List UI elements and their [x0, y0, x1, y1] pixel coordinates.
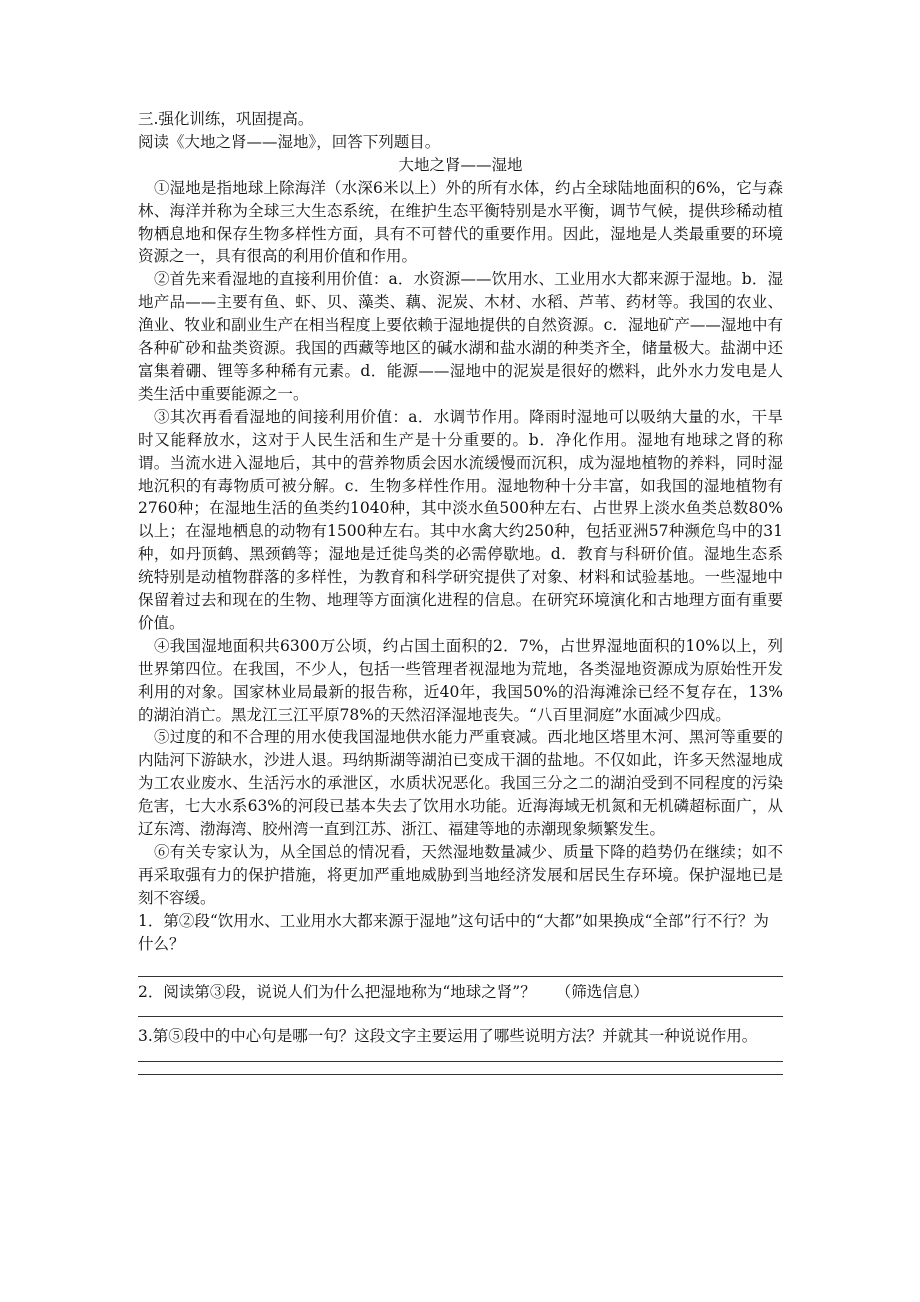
answer-space-3a — [138, 1048, 783, 1061]
answer-space-3b — [138, 1062, 783, 1074]
answer-line-1[interactable] — [138, 976, 783, 977]
answer-line-2[interactable] — [138, 1016, 783, 1017]
article-paragraph-4: ④我国湿地面积共6300万公顷，约占国土面积的2．7%，占世界湿地面积的10%以上，列世界第四位。在我国，不少人，包括一些管理者视湿地为荒地，各类湿地资源成为原始性开发利用的对象。国家林业局最新的报告称，近40年，我国50%的沿海滩涂已经不复存在，13%的湖泊消亡。黑龙江三江平原78%的天然沼泽湿地丧失。“八百里洞庭”水面减少四成。 — [138, 636, 783, 724]
reading-instruction: 阅读《大地之肾——湿地》，回答下列题目。 — [138, 132, 441, 151]
question-2 — [138, 981, 783, 1004]
question-3: 3.第⑤段中的中心句是哪一句？这段文字主要运用了哪些说明方法？并就其一种说说作用。 — [138, 1027, 758, 1046]
question-2-text: 2．阅读第③段，说说人们为什么把湿地称为“地球之肾”？ — [138, 982, 536, 1001]
article-title: 大地之肾——湿地 — [398, 155, 523, 174]
article-paragraph-2: ②首先来看湿地的直接利用价值：a．水资源——饮用水、工业用水大都来源于湿地。b．湿地产品——主要有鱼、虾、贝、藻类、藕、泥炭、木材、水稻、芦苇、药材等。我国的农业、渔业、牧业和副业生产在相当程度上要依赖于湿地提供的自然资源。c．湿地矿产——湿地中有各种矿砂和盐类资源。我国的西藏等地区的碱水湖和盐水湖的种类齐全，储量极大。盐湖中还富集着硼、锂等多种稀有元素。d．能源——湿地中的泥炭是很好的燃料，此外水力发电是人类生活中重要能源之一。 — [138, 270, 783, 403]
question-2-hint: （筛选信息） — [555, 982, 649, 1001]
worksheet-page — [138, 108, 783, 1075]
answer-space-1 — [138, 956, 783, 976]
article-paragraph-5: ⑤过度的和不合理的用水使我国湿地供水能力严重衰减。西北地区塔里木河、黑河等重要的内陆河下游缺水，沙进人退。玛纳斯湖等湖泊已变成干涸的盐地。不仅如此，许多天然湿地成为工农业废水、生活污水的承泄区，水质状况恶化。我国三分之二的湖泊受到不同程度的污染危害，七大水系63%的河段已基本失去了饮用水功能。近海海域无机氮和无机磷超标面广，从辽东湾、渤海湾、胶州湾一直到江苏、浙江、福建等地的赤潮现象频繁发生。 — [138, 728, 783, 839]
question-1: 1．第②段“饮用水、工业用水大都来源于湿地”这句话中的“大都”如果换成“全部”行不行？为什么？ — [138, 911, 769, 953]
article-paragraph-3: ③其次再看看湿地的间接利用价值：a．水调节作用。降雨时湿地可以吸纳大量的水，干旱时又能释放水，这对于人民生活和生产是十分重要的。b．净化作用。湿地有地球之肾的称谓。当流水进入湿地后，其中的营养物质会因水流缓慢而沉积，成为湿地植物的养料，同时湿地沉积的有毒物质可被分解。c．生物多样性作用。湿地物种十分丰富，如我国的湿地植物有2760种；在湿地生活的鱼类约1040种，其中淡水鱼500种左右、占世界上淡水鱼类总数80%以上；在湿地栖息的动物有1500种左右。其中水禽大约250种，包括亚洲57种濒危鸟中的31种，如丹顶鹤、黑颈鹤等；湿地是迁徙鸟类的必需停歇地。d．教育与科研价值。湿地生态系统特别是动植物群落的多样性，为教育和科学研究提供了对象、材料和试验基地。一些湿地中保留着过去和现在的生物、地理等方面演化进程的信息。在研究环境演化和古地理方面有重要价值。 — [138, 407, 783, 632]
article-paragraph-1: ①湿地是指地球上除海洋（水深6米以上）外的所有水体，约占全球陆地面积的6%，它与森林、海洋并称为全球三大生态系统，在维护生态平衡特别是水平衡，调节气候，提供珍稀动植物栖息地和保存生物多样性方面，具有不可替代的重要作用。因此，湿地是人类最重要的环境资源之一，具有很高的利用价值和作用。 — [138, 178, 783, 266]
article-paragraph-6: ⑥有关专家认为，从全国总的情况看，天然湿地数量减少、质量下降的趋势仍在继续；如不再采取强有力的保护措施，将更加严重地威胁到当地经济发展和居民生存环境。保护湿地已是刻不容缓。 — [138, 843, 783, 907]
answer-line-3b[interactable] — [138, 1074, 783, 1075]
section-heading: 三.强化训练，巩固提高。 — [138, 110, 314, 128]
answer-space-2 — [138, 1003, 783, 1016]
